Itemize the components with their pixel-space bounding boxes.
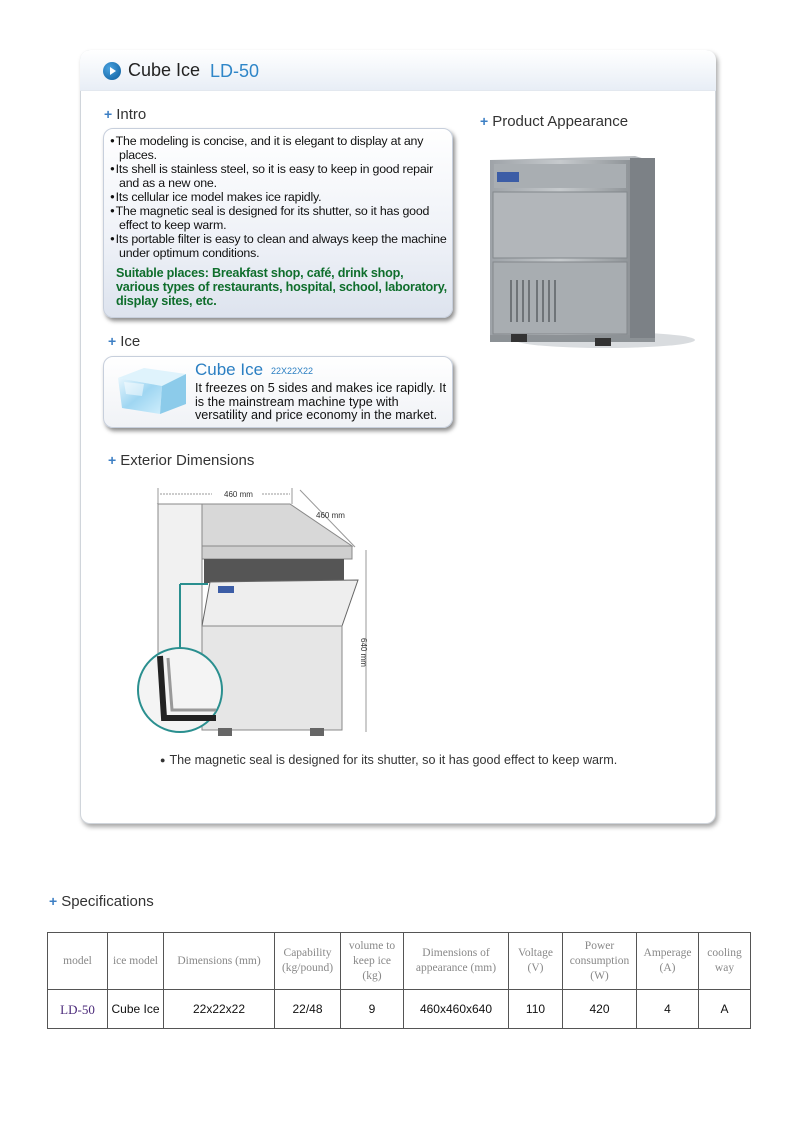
table-row: [48, 990, 751, 1029]
specifications-heading: [49, 893, 154, 910]
column-header: volume to keep ice (kg): [341, 933, 404, 990]
ice-cube-image: [114, 364, 190, 416]
ice-description: It freezes on 5 sides and makes ice rapidly. It is the mainstream machine type with versatility and price economy in the market.: [195, 381, 447, 422]
suitable-places: Suitable places: Breakfast shop, café, drink shop, various types of restaurants, hospital, school, laboratory, display sites, etc.: [116, 266, 447, 308]
dimensions-heading-text: Exterior Dimensions: [120, 452, 255, 469]
dimensions-heading: [108, 452, 254, 469]
plus-icon: +: [108, 452, 117, 468]
width-label: 460 mm: [224, 490, 253, 499]
depth-label: 460 mm: [316, 511, 345, 520]
dimensions-caption: [160, 753, 617, 767]
column-header: Dimensions of appearance (mm): [404, 933, 509, 990]
column-header: Capability (kg/pound): [275, 933, 341, 990]
column-header: cooling way: [699, 933, 751, 990]
specifications-table: [47, 932, 751, 1029]
product-model: LD-50: [210, 61, 260, 81]
table-cell: LD-50: [48, 990, 108, 1029]
list-item: ● Its shell is stainless steel, so it is easy to keep in good repair and as a new one.: [110, 162, 452, 190]
plus-icon: +: [104, 106, 113, 122]
table-cell: 9: [341, 990, 404, 1029]
ice-size: 22X22X22: [271, 366, 314, 376]
table-cell: 4: [637, 990, 699, 1029]
column-header: model: [48, 933, 108, 990]
list-item: ● The magnetic seal is designed for its shutter, so it has good effect to keep warm.: [110, 204, 452, 232]
intro-heading-text: Intro: [116, 106, 147, 123]
plus-icon: +: [49, 893, 58, 909]
table-cell: 420: [563, 990, 637, 1029]
ice-type-title: Cube Ice: [195, 360, 264, 379]
table-cell: 110: [509, 990, 563, 1029]
ice-heading: [108, 333, 140, 350]
dimensions-caption-text: The magnetic seal is designed for its shutter, so it has good effect to keep warm.: [169, 753, 618, 767]
intro-list: [110, 134, 452, 260]
bullet-icon: ●: [160, 755, 166, 765]
table-header-row: [48, 933, 751, 990]
dimensions-diagram: [130, 482, 390, 744]
column-header: Dimensions (mm): [164, 933, 275, 990]
table-cell: A: [699, 990, 751, 1029]
ice-heading-text: Ice: [120, 333, 141, 350]
intro-heading: [104, 106, 146, 123]
appearance-heading: [480, 113, 628, 130]
height-label: 640 mm: [359, 638, 368, 667]
table-cell: 460x460x640: [404, 990, 509, 1029]
column-header: ice model: [108, 933, 164, 990]
product-photo: [485, 152, 695, 352]
appearance-heading-text: Product Appearance: [492, 113, 629, 130]
product-title: Cube Ice: [128, 60, 201, 80]
specifications-heading-text: Specifications: [61, 893, 154, 910]
column-header: Power consumption (W): [563, 933, 637, 990]
list-item: ● Its portable filter is easy to clean and always keep the machine under optimum conditions.: [110, 232, 452, 260]
table-cell: 22x22x22: [164, 990, 275, 1029]
table-cell: 22/48: [275, 990, 341, 1029]
column-header: Voltage (V): [509, 933, 563, 990]
column-header: Amperage (A): [637, 933, 699, 990]
plus-icon: +: [480, 113, 489, 129]
list-item: ● Its cellular ice model makes ice rapidly.: [110, 190, 452, 204]
list-item: ● The modeling is concise, and it is elegant to display at any places.: [110, 134, 452, 162]
play-bullet-icon: [103, 62, 121, 80]
table-cell: Cube Ice: [108, 990, 164, 1029]
plus-icon: +: [108, 333, 117, 349]
